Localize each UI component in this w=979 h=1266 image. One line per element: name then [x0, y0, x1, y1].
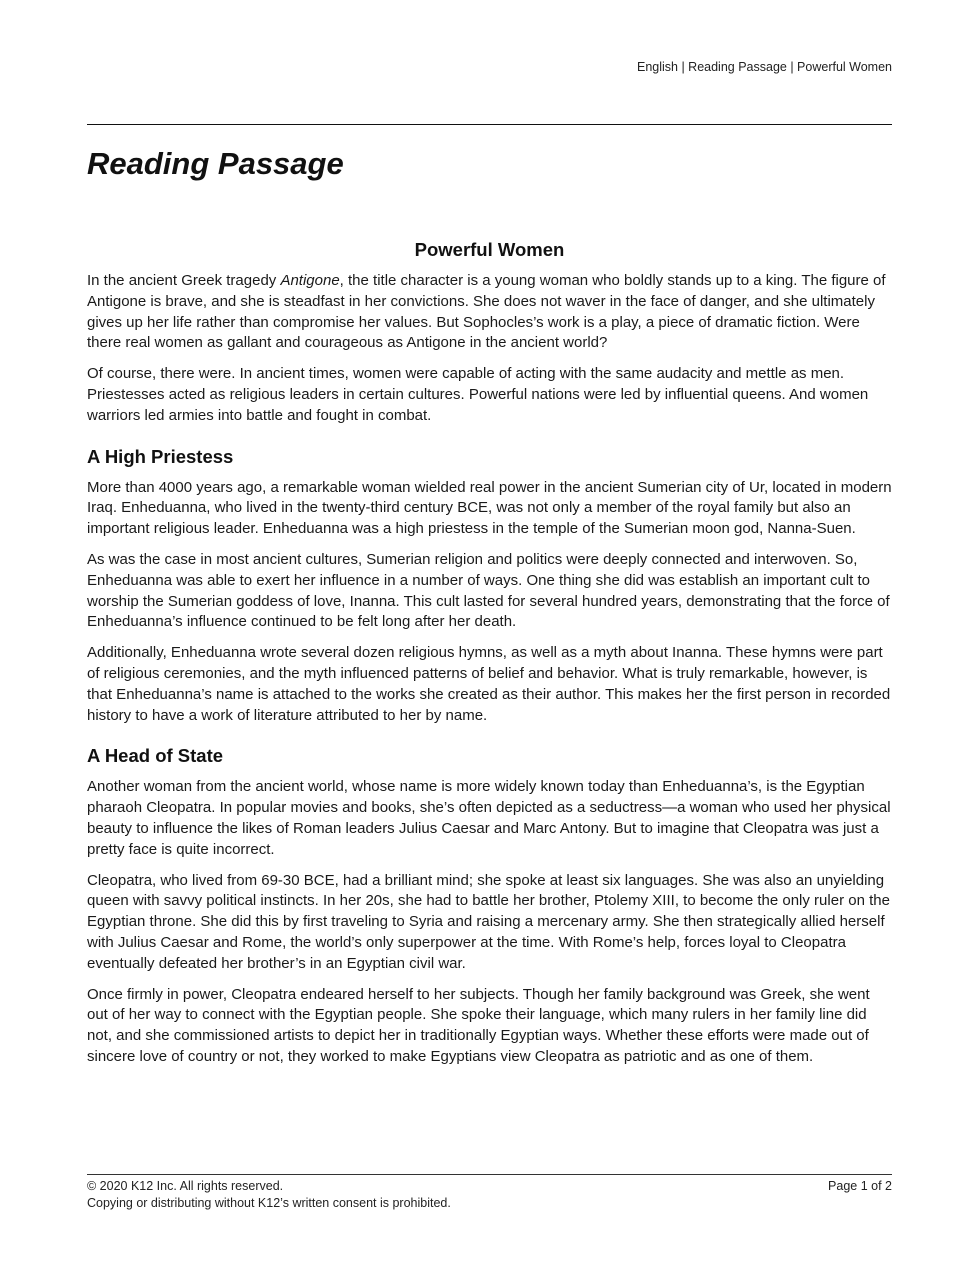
section-title: Reading Passage: [87, 146, 344, 181]
body-paragraph: Additionally, Enheduanna wrote several dozen religious hymns, as well as a myth about Inanna. These hymns were part of religious ceremonies, and the myth influenced patterns of belief and behavior. What is truly remarkable, however, is that Enheduanna’s name is attached to the works she created as their author. This makes her the first person in recorded history to have a work of literature attributed to her by name.: [87, 644, 891, 724]
intro-text-after: , the title character is a young woman who boldly stands up to a king. The figure of Antigone is brave, and she is steadfast in her convictions. She does not waver in the face of danger, and she ultimately gives up her life rather than compromise her values. But Sophocles’s work is a play, a piece of dramatic fiction. Were there real women as gallant and courageous as Antigone in the ancient world?: [87, 272, 886, 352]
footer-copyright: © 2020 K12 Inc. All rights reserved.: [87, 1179, 284, 1193]
body-paragraph: More than 4000 years ago, a remarkable woman wielded real power in the ancient Sumerian city of Ur, located in modern Iraq. Enheduanna, who lived in the twenty-third century BCE, was not only a member of the royal family but also an important religious leader. Enheduanna was a high priestess in the temple of the Sumerian moon god, Nanna-Suen.: [87, 478, 892, 538]
body-paragraph: Once firmly in power, Cleopatra endeared herself to her subjects. Though her family background was Greek, she went out of her way to connect with the Egyptian people. She spoke their language, which many rulers in her family line did not, and she commissioned artists to depict her in traditionally Egyptian ways. Whether these efforts were made out of sincere love of country or not, they worked to make Egyptians view Cleopatra as patriotic and as one of them.: [87, 985, 870, 1065]
page-number: Page 1 of 2: [828, 1179, 892, 1193]
header-divider: [87, 124, 892, 125]
footer-legal: [87, 1178, 451, 1211]
passage-content: [87, 220, 892, 1078]
intro-text-before: In the ancient Greek tragedy: [87, 272, 281, 289]
document-page: [87, 0, 892, 1266]
intro-paragraph-2: Of course, there were. In ancient times, women were capable of acting with the same audacity and mettle as men. Priestesses acted as religious leaders in certain cultures. Powerful nations were led by influential queens. And women warriors led armies into battle and fought in combat.: [87, 365, 869, 424]
work-title-italic: Antigone: [280, 272, 340, 289]
footer-divider: [87, 1174, 892, 1175]
passage-title: Powerful Women: [414, 239, 565, 260]
running-header: English | Reading Passage | Powerful Women: [636, 60, 892, 74]
subheading-head-of-state: A Head of State: [87, 745, 224, 767]
intro-paragraph-1: [87, 271, 892, 354]
subheading-high-priestess: A High Priestess: [87, 445, 234, 467]
footer-notice: Copying or distributing without K12’s written consent is prohibited.: [87, 1195, 451, 1210]
body-paragraph: As was the case in most ancient cultures, Sumerian religion and politics were deeply connected and interwoven. So, Enheduanna was able to exert her influence in a number of ways. One thing she did was establish an important cult to worship the Sumerian goddess of love, Inanna. This cult lasted for several hundred years, demonstrating that the force of Enheduanna’s influence continued to be felt long after her death.: [87, 550, 890, 631]
body-paragraph: Cleopatra, who lived from 69-30 BCE, had a brilliant mind; she spoke at least six languages. She was also an unyielding queen with savvy political instincts. In her 20s, she had to battle her brother, Ptolemy XIII, to become the only ruler on the Egyptian throne. She did this by first traveling to Syria and raising a mercenary army. She then strategically allied herself with Julius Caesar and Rome, the world’s only superpower at the time. With Rome’s help, forces loyal to Cleopatra eventually defeated her brother’s in an Egyptian civil war.: [87, 871, 890, 972]
body-paragraph: Another woman from the ancient world, whose name is more widely known today than Enheduanna’s, is the Egyptian pharaoh Cleopatra. In popular movies and books, she’s often depicted as a seductress—a woman who used her physical beauty to influence the likes of Roman leaders Julius Caesar and Marc Antony. But to imagine that Cleopatra was just a pretty face is quite incorrect.: [87, 778, 891, 858]
